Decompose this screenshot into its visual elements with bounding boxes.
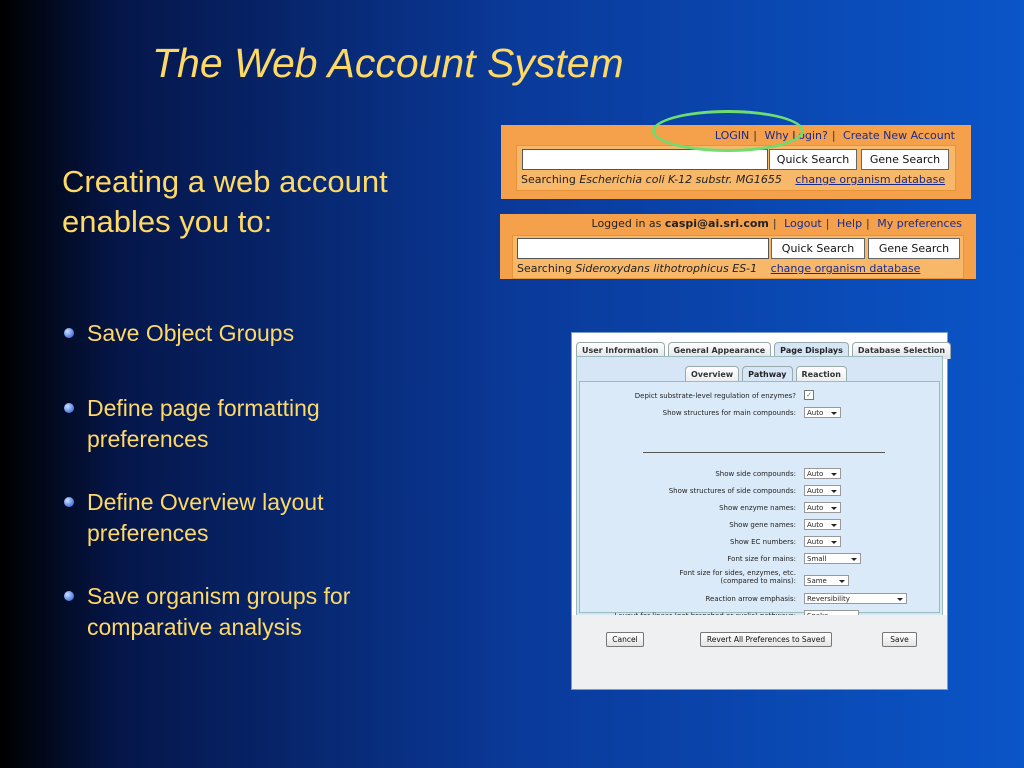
setting-label: Font size for mains:: [727, 555, 796, 563]
search-input[interactable]: [517, 238, 769, 259]
setting-label: Show side compounds:: [715, 470, 796, 478]
login-link[interactable]: LOGIN: [714, 129, 750, 142]
change-organism-link[interactable]: change organism database: [795, 173, 946, 186]
chevron-down-icon: [831, 473, 837, 476]
setting-label: Show enzyme names:: [719, 504, 796, 512]
setting-row: [580, 553, 939, 567]
font-size-sides-select[interactable]: Same: [804, 575, 849, 586]
cancel-button[interactable]: Cancel: [606, 632, 644, 647]
tab-page-displays[interactable]: Page Displays: [774, 342, 849, 359]
setting-label: Depict substrate-level regulation of enzymes?: [634, 392, 796, 400]
chevron-down-icon: [851, 558, 857, 561]
bullet-text: Define page formatting preferences: [87, 395, 320, 452]
slide-title: The Web Account System: [152, 40, 624, 86]
enzyme-names-select[interactable]: Auto: [804, 502, 841, 513]
side-structures-select[interactable]: Auto: [804, 485, 841, 496]
why-login-link[interactable]: Why Login?: [764, 129, 828, 142]
searching-line: [521, 173, 945, 186]
setting-row: [580, 468, 939, 482]
search-input[interactable]: [522, 149, 768, 170]
tab-general-appearance[interactable]: General Appearance: [668, 342, 772, 359]
bullet-item: [62, 581, 422, 643]
preferences-panel: [571, 332, 948, 690]
gene-search-button[interactable]: Gene Search: [868, 238, 960, 259]
subtab-overview[interactable]: Overview: [685, 366, 739, 383]
search-widget-logged-in: [500, 214, 976, 279]
setting-label: Reaction arrow emphasis:: [705, 595, 796, 603]
searching-label: Searching: [517, 262, 572, 275]
font-size-mains-select[interactable]: Small: [804, 553, 861, 564]
setting-label: Show structures of side compounds:: [668, 487, 796, 495]
account-links: Logged in as caspi@ai.sri.com | Logout | Help | My preferences: [591, 217, 962, 230]
action-bar: [572, 615, 947, 689]
chevron-down-icon: [897, 598, 903, 601]
side-compounds-select[interactable]: Auto: [804, 468, 841, 479]
setting-label: Show gene names:: [729, 521, 796, 529]
setting-row: [580, 536, 939, 550]
bullet-list: [62, 318, 422, 655]
setting-label: Font size for sides, enzymes, etc. (compared to mains):: [679, 569, 796, 585]
save-button[interactable]: Save: [882, 632, 917, 647]
setting-row: [580, 485, 939, 499]
tab-content: [576, 356, 943, 616]
bullet-item: [62, 487, 422, 549]
slide-subtitle: Creating a web account enables you to:: [62, 164, 388, 239]
setting-row: [580, 502, 939, 516]
account-links: LOGIN | Why Login? | Create New Account: [714, 129, 955, 142]
setting-label: Show EC numbers:: [730, 538, 796, 546]
organism-name: Escherichia coli K-12 substr. MG1655: [579, 173, 782, 186]
logged-in-label: Logged in as: [591, 217, 662, 230]
chevron-down-icon: [831, 541, 837, 544]
bullet-item: [62, 393, 422, 455]
bullet-item: [62, 318, 422, 349]
change-organism-link[interactable]: change organism database: [770, 262, 921, 275]
logout-link[interactable]: Logout: [784, 217, 822, 230]
search-panel: [512, 235, 964, 279]
subtab-pathway[interactable]: Pathway: [742, 366, 792, 383]
main-structures-select[interactable]: Auto: [804, 407, 841, 418]
searching-line: [517, 262, 920, 275]
user-email: caspi@ai.sri.com: [664, 217, 769, 230]
quick-search-button[interactable]: Quick Search: [771, 238, 865, 259]
regulation-checkbox[interactable]: ✓: [804, 390, 814, 400]
quick-search-button[interactable]: Quick Search: [769, 149, 857, 170]
bullet-icon: [64, 497, 74, 507]
setting-row: [580, 593, 939, 607]
my-preferences-link[interactable]: My preferences: [877, 217, 962, 230]
gene-names-select[interactable]: Auto: [804, 519, 841, 530]
bullet-text: Save organism groups for comparative analysis: [87, 583, 351, 640]
gene-search-button[interactable]: Gene Search: [861, 149, 949, 170]
chevron-down-icon: [831, 412, 837, 415]
searching-label: Searching: [521, 173, 576, 186]
search-panel: [516, 145, 956, 191]
chevron-down-icon: [831, 507, 837, 510]
section-divider: [643, 452, 885, 453]
chevron-down-icon: [831, 524, 837, 527]
create-account-link[interactable]: Create New Account: [843, 129, 955, 142]
organism-name: Sideroxydans lithotrophicus ES-1: [575, 262, 758, 275]
ec-numbers-select[interactable]: Auto: [804, 536, 841, 547]
setting-row: [580, 390, 939, 404]
setting-row: [580, 569, 939, 591]
setting-label: Show structures for main compounds:: [662, 409, 796, 417]
login-highlight-circle: [652, 110, 804, 152]
bullet-icon: [64, 403, 74, 413]
bullet-text: Save Object Groups: [87, 320, 295, 346]
bullet-text: Define Overview layout preferences: [87, 489, 324, 546]
pathway-settings: [579, 381, 940, 613]
tab-database-selection[interactable]: Database Selection: [852, 342, 951, 359]
chevron-down-icon: [839, 580, 845, 583]
bullet-icon: [64, 591, 74, 601]
tab-user-information[interactable]: User Information: [576, 342, 665, 359]
setting-row: [580, 407, 939, 421]
subtab-reaction[interactable]: Reaction: [796, 366, 847, 383]
arrow-emphasis-select[interactable]: Reversibility: [804, 593, 907, 604]
chevron-down-icon: [831, 490, 837, 493]
setting-row: [580, 519, 939, 533]
revert-preferences-button[interactable]: Revert All Preferences to Saved: [700, 632, 832, 647]
bullet-icon: [64, 328, 74, 338]
help-link[interactable]: Help: [836, 217, 863, 230]
